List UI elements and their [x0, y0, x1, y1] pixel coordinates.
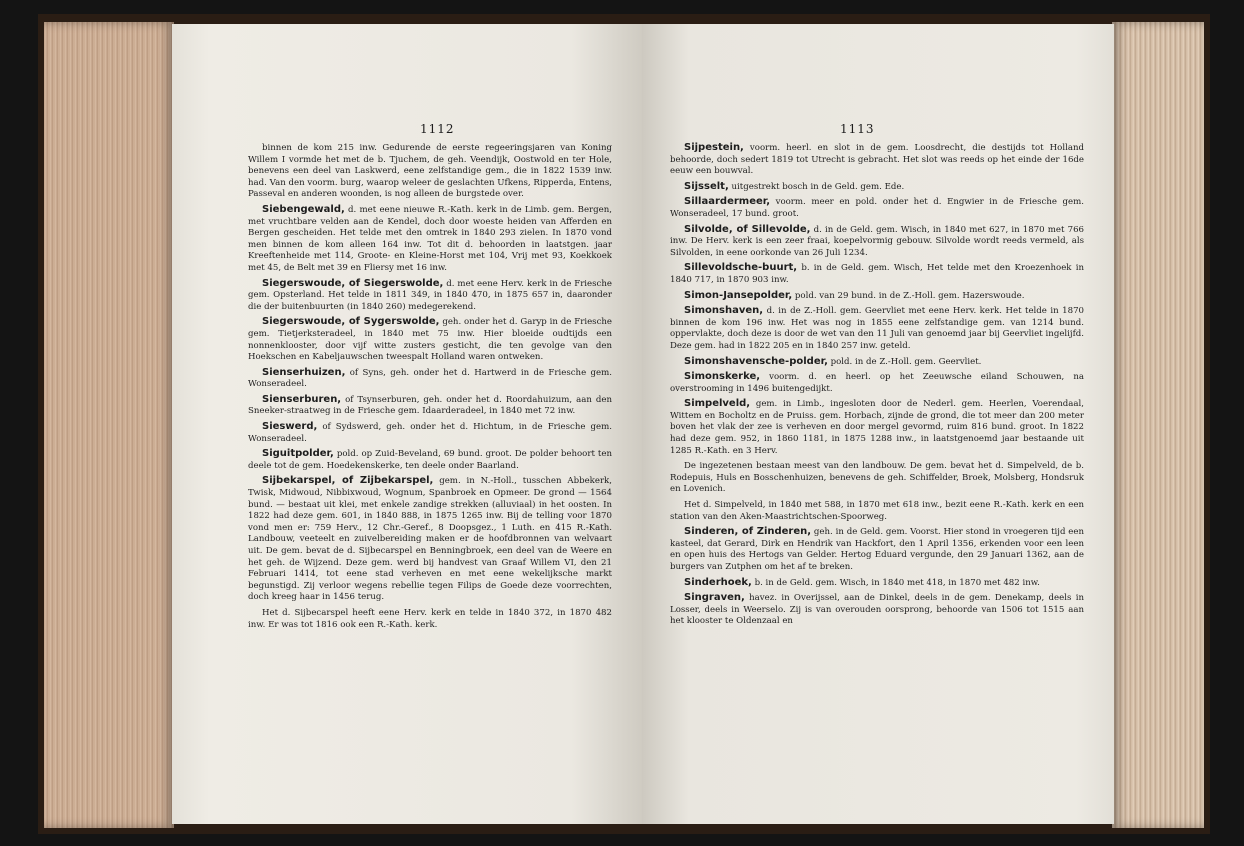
- page-text: [670, 142, 1084, 628]
- entry-text: binnen de kom 215 inw. Gedurende de eerste regeeringsjaren van Koning Willem I vormde het met de b. Tjuchem, de geh. Veendijk, Oostwold en ter Hole, benevens een deel van Laskwerd, eene zelfstandige gem., die in 1822 1539 inw. had. Van den voorm. burg, waarop weleer de geslachten Ufkens, Ripperda, Entens, Passeval en anderen woonden, is nog alleen de burgstede over.: [248, 143, 612, 200]
- entry-text: gem. in Limb., ingesloten door de Nederl. gem. Heerlen, Voerendaal, Wittem en Bocholtz en de Pruiss. gem. Horbach, zijnde de grond, die tot meer dan 200 meter boven het vlak der zee is verheven en door mergel gevormd, ruim 816 bund. groot. In 1822 had deze gem. 952, in 1860 1181, in 1875 1288 inw., in laatstgenoemd jaar bestaande uit 1285 R.-Kath. en 3 Herv.: [670, 399, 1084, 456]
- entry-text: voorm. heerl. en slot in de gem. Loosdrecht, die destijds tot Holland behoorde, doch sedert 1819 tot Utrecht is gebracht. Het slot was reeds op het einde der 16de eeuw een bouwval.: [670, 143, 1084, 177]
- entry: [670, 181, 1084, 194]
- entry-text: b. in de Geld. gem. Wisch, in 1840 met 418, in 1870 met 482 inw.: [754, 577, 1040, 588]
- entry-text: d. in de Geld. gem. Wisch, in 1840 met 627, in 1870 met 766 inw. De Herv. kerk is een zeer fraai, koepelvormig gebouw. Silvolde wordt reeds vermeld, als Silvolden, in eene oorkonde van 26 Juli 1234.: [670, 224, 1085, 258]
- entry-text: d. met eene Herv. kerk in de Friesche gem. Opsterland. Het telde in 1811 349, in 1840 470, in 1875 657 in, daaronder die der buitenbuurten (in 1840 260) medegerekend.: [248, 278, 612, 312]
- entry-text: geh. onder het d. Garyp in de Friesche gem. Tietjerksteradeel, in 1840 met 75 inw. Hier bloeide oudtijds een nonnenklooster, door vijf witte zusters gesticht, die ten gevolge van den Hoekschen en Kabeljauwschen tweespalt Holland waren ontweken.: [248, 317, 612, 363]
- entry: [670, 142, 1084, 178]
- entry-headword: Sijsselt,: [684, 180, 729, 192]
- entry-headword: Sinderen, of Zinderen,: [684, 526, 812, 538]
- entry: [670, 290, 1084, 303]
- entry: [248, 448, 612, 472]
- entry-headword: Sijbekarspel, of Zijbekarspel,: [262, 475, 434, 487]
- entry-text: pold. van 29 bund. in de Z.-Holl. gem. Hazerswoude.: [794, 290, 1025, 301]
- entry-headword: Sinderhoek,: [684, 576, 752, 588]
- page-number: 1113: [840, 122, 875, 136]
- entry-text: of Sydswerd, geh. onder het d. Hichtum, in de Friesche gem. Wonseradeel.: [248, 422, 613, 444]
- entry-headword: Simonshavensche-polder,: [684, 355, 828, 367]
- entry-headword: Siegerswoude, of Sygerswolde,: [262, 316, 440, 328]
- entry: [670, 305, 1084, 352]
- entry-headword: Sillaardermeer,: [684, 196, 771, 208]
- entry: [670, 499, 1084, 523]
- entry-headword: Sieswerd,: [262, 421, 318, 433]
- entry-text: d. met eene nieuwe R.-Kath. kerk in de Limb. gem. Bergen, met vruchtbare velden aan de Kendel, doch door woeste heiden van Afferden en Bergen gescheiden. Het telde met den omtrek in 1840 293 zielen. In 1870 vond men binnen de kom alleen 164 inw. Tot dit d. behoorden in laatstgen. jaar Kreeftenheide met 114, Groote- en Kleine-Horst met 104, Vrij met 93, Koekkoek met 45, de Belt met 39 en Fliersy met 16 inw.: [248, 204, 612, 273]
- entry-text: uitgestrekt bosch in de Geld. gem. Ede.: [731, 181, 905, 192]
- left-page-edges: [44, 22, 174, 828]
- entry: [248, 278, 612, 314]
- entry: [670, 371, 1084, 395]
- entry: [670, 592, 1084, 628]
- entry-text: pold. in de Z.-Holl. gem. Geervliet.: [830, 356, 982, 367]
- entry-text: gem. in N.-Holl., tusschen Abbekerk, Twisk, Midwoud, Nibbixwoud, Wognum, Spanbroek en Opmeer. De grond — 1564 bund. — bestaat uit klei, met enkele zandige strekken (alluviaal) in het oosten. In 1822 had deze gem. 601, in 1840 888, in 1875 1265 inw. Bij de telling voor 1870 vond men er: 759 Herv., 12 Chr.-Geref., 8 Doopsgez., 1 Luth. en 415 R.-Kath. Landbouw, veeteelt en zuivelbereiding maken er de hoofdbronnen van welvaart uit. De gem. bevat de d. Sijbecarspel en Benningbroek, een deel van de Weere en het geh. de Wijzend. Deze gem. werd bij handvest van Graaf Willem VI, den 21 Februari 1414, tot eene stad verheven en met eene wekelijksche markt begunstigd. Zij verloor wegens rebellie tegen Filips de Goede deze voorrechten, doch kreeg haar in 1456 terug.: [248, 476, 612, 603]
- entry: [248, 316, 612, 363]
- entry-text: voorm. meer en pold. onder het d. Engwier in de Friesche gem. Wonseradeel, 17 bund. groot.: [670, 197, 1084, 219]
- entry-headword: Simon-Jansepolder,: [684, 289, 793, 301]
- entry: [248, 475, 612, 604]
- entry: [670, 262, 1084, 286]
- entry: [248, 421, 612, 445]
- entry-headword: Sienserburen,: [262, 393, 342, 405]
- entry: [248, 204, 612, 275]
- entry-text: d. in de Z.-Holl. gem. Geervliet met eene Herv. kerk. Het telde in 1870 binnen de kom 196 inw. Het was nog in 1855 eene zelfstandige gem. van 1214 bund. oppervlakte, doch deze is door de wet van den 11 Juli van genoemd jaar bij Geervliet ingelijfd. Deze gem. had in 1822 205 en in 1840 257 inw. geteld.: [670, 306, 1085, 351]
- entry: [248, 394, 612, 418]
- page-text: [248, 142, 612, 631]
- entry-text: of Tsynserburen, geh. onder het d. Roordahuizum, aan den Sneeker-straatweg in de Friesche gem. Idaarderadeel, in 1840 met 72 inw.: [248, 394, 613, 417]
- entry: [248, 607, 612, 631]
- left-page: [172, 24, 642, 824]
- entry: [670, 577, 1084, 590]
- right-page-edges: [1112, 22, 1204, 828]
- right-page: [642, 24, 1114, 824]
- entry-text: of Syns, geh. onder het d. Hartwerd in de Friesche gem. Wonseradeel.: [248, 367, 612, 390]
- entry-text: De ingezetenen bestaan meest van den landbouw. De gem. bevat het d. Simpelveld, de b. Rodepuis, Huls en Bosschenhuizen, benevens de geh. Schiffelder, Broek, Molsberg, Hondsruk en Lovenich.: [670, 461, 1084, 495]
- entry: [670, 224, 1084, 260]
- entry-headword: Siebengewald,: [262, 203, 345, 215]
- entry-text: geh. in de Geld. gem. Voorst. Hier stond in vroegeren tijd een kasteel, dat Gerard, Dirk en Hendrik van Hackfort, den 1 April 1356, erkenden voor een leen en open huis des Hertogs van Gelder. Hertog Eduard vergunde, den 29 Januari 1362, aan de burgers van Zutphen om het af te breken.: [670, 527, 1085, 572]
- entry-headword: Sillevoldsche-buurt,: [684, 262, 798, 274]
- entry: [670, 356, 1084, 369]
- entry-headword: Siguitpolder,: [262, 448, 334, 460]
- entry-headword: Singraven,: [684, 592, 745, 604]
- entry: [248, 367, 612, 391]
- entry: [670, 196, 1084, 220]
- page-number: 1112: [420, 122, 455, 136]
- entry-headword: Sienserhuizen,: [262, 366, 346, 378]
- entry: [670, 460, 1084, 496]
- entry-text: pold. op Zuid-Beveland, 69 bund. groot. De polder behoort ten deele tot de gem. Hoedekenskerke, ten deele onder Baarland.: [248, 449, 613, 471]
- entry-text: voorm. d. en heerl. op het Zeeuwsche eiland Schouwen, na overstrooming in 1496 buitengedijkt.: [670, 372, 1084, 394]
- entry-headword: Simpelveld,: [684, 398, 751, 410]
- entry-headword: Sijpestein,: [684, 142, 744, 153]
- entry-text: Het d. Sijbecarspel heeft eene Herv. kerk en telde in 1840 372, in 1870 482 inw. Er was tot 1816 ook een R.-Kath. kerk.: [248, 607, 612, 630]
- entry-headword: Silvolde, of Sillevolde,: [684, 223, 811, 235]
- entry: [248, 142, 612, 201]
- entry-text: b. in de Geld. gem. Wisch, Het telde met den Kroezenhoek in 1840 717, in 1870 903 inw.: [670, 263, 1084, 285]
- entry: [670, 526, 1084, 573]
- entry-text: Het d. Simpelveld, in 1840 met 588, in 1870 met 618 inw., bezit eene R.-Kath. kerk en een station van den Aken-Maastrichtschen-Spoorweg.: [670, 500, 1084, 522]
- entry-text: havez. in Overijssel, aan de Dinkel, deels in de gem. Denekamp, deels in Losser, deels in Weerselo. Zij is van overouden oorsprong, behoorde van 1506 tot 1515 aan het klooster te Oldenzaal en: [670, 593, 1084, 627]
- entry-headword: Siegerswoude, of Siegerswolde,: [262, 277, 444, 289]
- entry: [670, 398, 1084, 457]
- entry-headword: Simonskerke,: [684, 371, 761, 383]
- entry-headword: Simonshaven,: [684, 305, 764, 317]
